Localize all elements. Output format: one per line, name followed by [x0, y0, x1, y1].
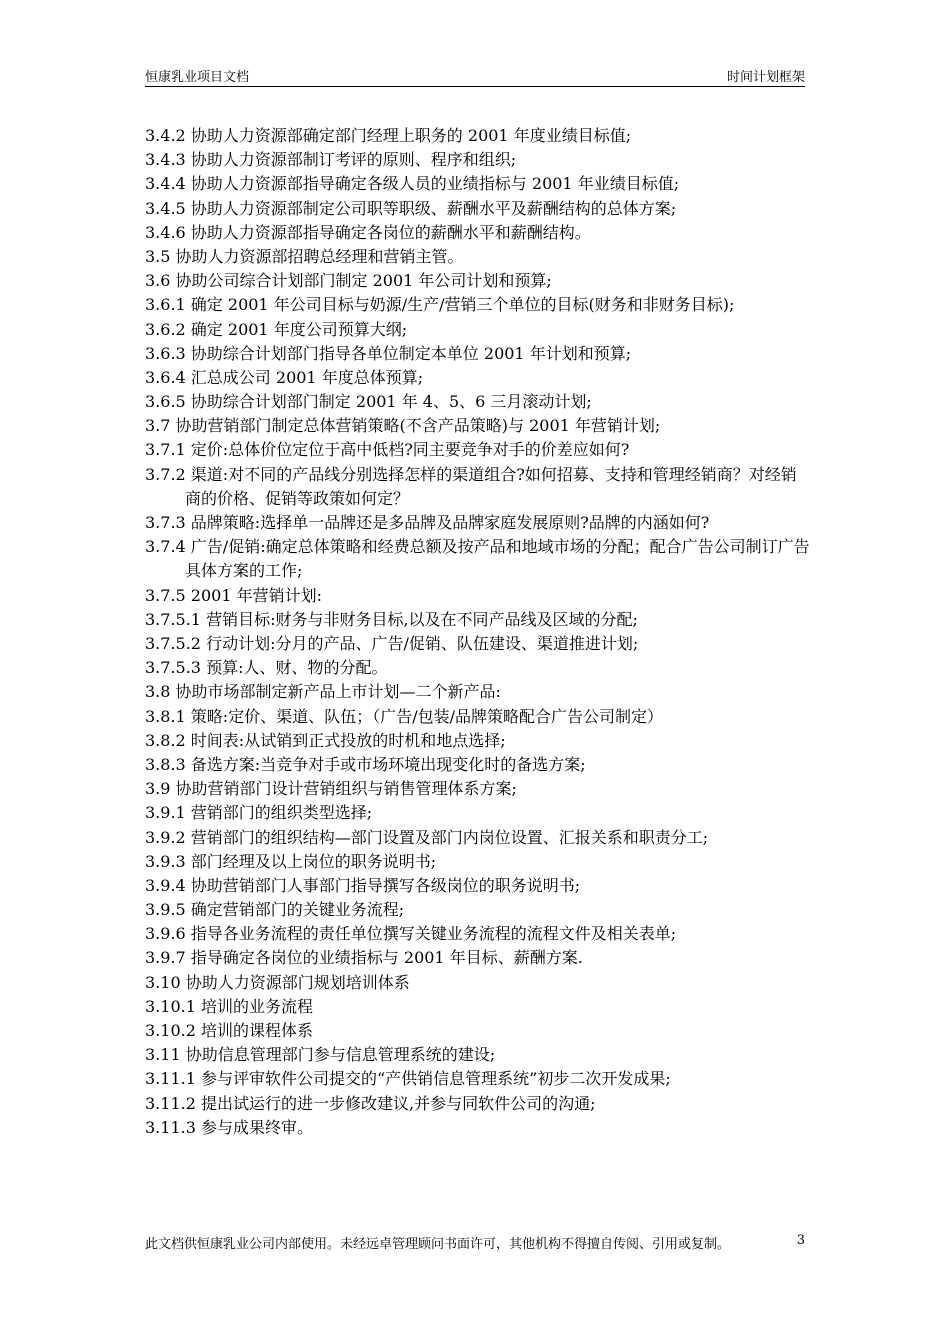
list-item: 3.8.3 备选方案:当竞争对手或市场环境出现变化时的备选方案;: [145, 754, 586, 774]
list-item: 3.7.5.1 营销目标:财务与非财务目标,以及在不同产品线及区域的分配;: [145, 609, 638, 629]
list-item: 3.10.2 培训的课程体系: [145, 1021, 313, 1041]
list-item: 3.11.2 提出试运行的进一步修改建议,并参与同软件公司的沟通;: [145, 1093, 596, 1113]
list-item: 3.4.3 协助人力资源部制订考评的原则、程序和组织;: [145, 150, 517, 170]
list-item: 3.6.5 协助综合计划部门制定 2001 年 4、5、6 三月滚动计划;: [145, 392, 592, 412]
list-item: 3.10 协助人力资源部门规划培训体系: [145, 972, 410, 992]
list-item: 3.4.5 协助人力资源部制定公司职等职级、薪酬水平及薪酬结构的总体方案;: [145, 198, 677, 218]
list-item: 3.4.4 协助人力资源部指导确定各级人员的业绩指标与 2001 年业绩目标值;: [145, 174, 680, 194]
list-item: 3.9.3 部门经理及以上岗位的职务说明书;: [145, 851, 437, 871]
list-item: 3.7.5 2001 年营销计划:: [145, 585, 322, 605]
header-doc-title: 恒康乳业项目文档: [145, 70, 250, 85]
header-section-title: 时间计划框架: [726, 70, 805, 85]
list-item: 3.8.1 策略:定价、渠道、队伍；（广告/包装/品牌策略配合广告公司制定）: [145, 706, 663, 726]
list-item: 3.6.4 汇总成公司 2001 年度总体预算;: [145, 367, 424, 387]
list-item: 3.4.2 协助人力资源部确定部门经理上职务的 2001 年度业绩目标值;: [145, 126, 632, 145]
list-item: 3.9 协助营销部门设计营销组织与销售管理体系方案;: [145, 779, 517, 799]
list-item: 3.9.5 确定营销部门的关键业务流程;: [145, 900, 405, 920]
list-item: 3.9.1 营销部门的组织类型选择;: [145, 803, 373, 823]
list-item: 3.11.1 参与评审软件公司提交的“产供销信息管理系统”初步二次开发成果;: [145, 1069, 671, 1089]
list-item: 3.7.2 渠道:对不同的产品线分别选择怎样的渠道组合?如何招募、支持和管理经销商？对经销商的价格、促销等政策如何定？: [145, 464, 797, 508]
list-item: 3.8 协助市场部制定新产品上市计划—二个新产品:: [145, 682, 501, 702]
list-item: 3.6.3 协助综合计划部门指导各单位制定本单位 2001 年计划和预算;: [145, 343, 632, 363]
list-item: 3.11.3 参与成果终审。: [145, 1117, 313, 1137]
confidentiality-notice: 此文档供恒康乳业公司内部使用。未经远卓管理顾问书面许可，其他机构不得擅自传阅、引用或复制。: [145, 1237, 731, 1252]
list-item: 3.6.2 确定 2001 年度公司预算大纲;: [145, 319, 408, 339]
list-item: 3.8.2 时间表:从试销到正式投放的时机和地点选择;: [145, 730, 506, 750]
list-item: 3.6.1 确定 2001 年公司目标与奶源/生产/营销三个单位的目标(财务和非财务目标);: [145, 295, 735, 315]
list-item: 3.11 协助信息管理部门参与信息管理系统的建设;: [145, 1045, 496, 1065]
list-item: 3.7.5.2 行动计划:分月的产品、广告/促销、队伍建设、渠道推进计划;: [145, 634, 639, 654]
list-item: 3.7.4 广告/促销:确定总体策略和经费总额及按产品和地域市场的分配；配合广告公司制订广告具体方案的工作;: [145, 537, 810, 581]
list-item: 3.9.2 营销部门的组织结构—部门设置及部门内岗位设置、汇报关系和职责分工;: [145, 827, 709, 847]
list-item: 3.9.6 指导各业务流程的责任单位撰写关键业务流程的流程文件及相关表单;: [145, 924, 677, 944]
document-body: [145, 124, 810, 1140]
list-item: 3.7 协助营销部门制定总体营销策略(不含产品策略)与 2001 年营销计划;: [145, 416, 661, 436]
list-item: 3.4.6 协助人力资源部指导确定各岗位的薪酬水平和薪酬结构。: [145, 222, 591, 242]
list-item: 3.6 协助公司综合计划部门制定 2001 年公司计划和预算;: [145, 271, 552, 291]
list-item: 3.5 协助人力资源部招聘总经理和营销主管。: [145, 246, 464, 266]
list-item: 3.7.3 品牌策略:选择单一品牌还是多品牌及品牌家庭发展原则?品牌的内涵如何?: [145, 513, 710, 533]
list-item: 3.7.5.3 预算:人、财、物的分配。: [145, 658, 388, 678]
list-item: 3.7.1 定价:总体价位定位于高中低档?同主要竞争对手的价差应如何?: [145, 440, 630, 460]
list-item: 3.9.4 协助营销部门人事部门指导撰写各级岗位的职务说明书;: [145, 875, 581, 895]
list-item: 3.9.7 指导确定各岗位的业绩指标与 2001 年目标、薪酬方案.: [145, 948, 583, 968]
page-number: 3: [796, 1233, 805, 1248]
page-header: [145, 64, 805, 87]
list-item: 3.10.1 培训的业务流程: [145, 996, 313, 1016]
